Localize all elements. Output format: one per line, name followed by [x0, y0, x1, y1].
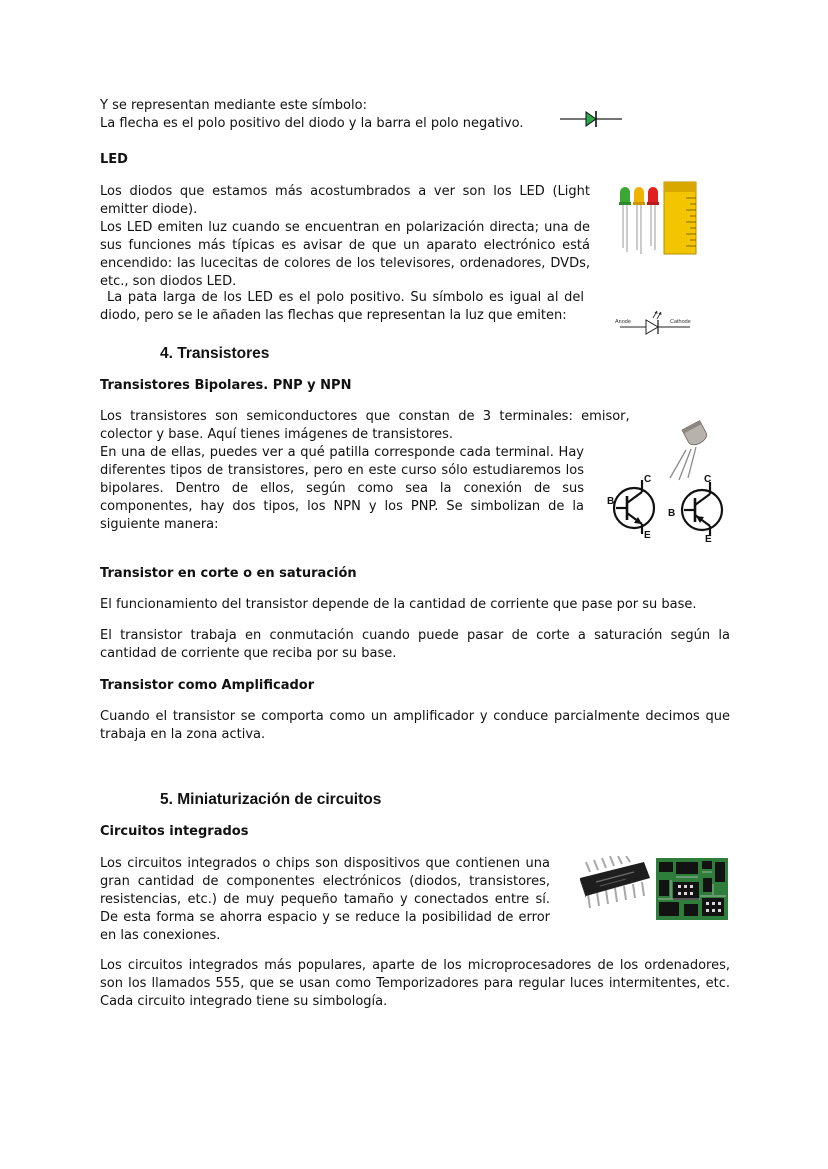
led-heading: LED: [100, 152, 128, 167]
transistor-figure-icon: [604, 420, 730, 546]
subheading-corte-saturacion: Transistor en corte o en saturación: [100, 566, 357, 581]
section-heading-transistores: 4. Transistores: [160, 345, 270, 362]
transistores-paragraph-1c: En una de ellas, puedes ver a qué patilla corresponde cada terminal. Hay diferentes tipos de transistores, pero en este curso sólo estudiaremos los bipolares. Dentro de ellos, según como sea la conexión de sus componentes, hay dos tipos, los NPN y los PNP. Se simbolizan de la siguiente manera:: [100, 445, 584, 532]
transistores-paragraph-4: Cuando el transistor se comporta como un amplificador y conduce parcialmente decimos que trabaja en la zona activa.: [100, 709, 730, 742]
npn-base-label: B: [607, 496, 615, 507]
led-photo-icon: [614, 180, 698, 258]
transistores-paragraph-1b: colector y base. Aquí tienes imágenes de transistores.: [100, 427, 454, 442]
led-symbol-anode-label: Anode: [615, 319, 631, 325]
pnp-emitter-label: E: [705, 534, 712, 545]
diode-symbol-icon: [560, 108, 624, 130]
section-heading-miniaturizacion: 5. Miniaturización de circuitos: [160, 791, 382, 808]
led-symbol-cathode-label: Cathode: [670, 319, 691, 325]
subheading-amplificador: Transistor como Amplificador: [100, 678, 315, 693]
subheading-bipolares: Transistores Bipolares. PNP y NPN: [100, 378, 352, 393]
miniaturizacion-paragraph-2: Los circuitos integrados más populares, aparte de los microprocesadores de los ordenadores, son los llamados 555, que se usan como Temporizadores para regular luces intermitentes, etc. Cada circuito integrado tiene su simbología.: [100, 958, 730, 1009]
pnp-collector-label: C: [704, 474, 712, 485]
transistores-paragraph-1a: Los transistores son semiconductores que constan de 3 terminales: emisor,: [100, 409, 630, 424]
npn-collector-label: C: [644, 474, 652, 485]
led-symbol-icon: [612, 308, 698, 338]
intro-line-1: Y se representan mediante este símbolo:: [100, 98, 367, 113]
npn-emitter-label: E: [644, 530, 651, 541]
led-paragraph-3: La pata larga de los LED es el polo positivo. Su símbolo es igual al del diodo, pero se le añaden las flechas que representan la luz que emiten:: [100, 290, 584, 323]
ic-chip-photo-icon: [576, 856, 652, 922]
led-paragraph-2: Los LED emiten luz cuando se encuentran en polarización directa; una de sus funciones más típicas es avisar de que un aparato electrónico está encendido: las lucecitas de colores de los televisores, ordenadores, DVDs, etc., son diodos LED.: [100, 220, 590, 289]
transistores-paragraph-2: El funcionamiento del transistor depende de la cantidad de corriente que pase por su base.: [100, 597, 697, 612]
intro-line-2: La flecha es el polo positivo del diodo y la barra el polo negativo.: [100, 116, 524, 131]
pnp-base-label: B: [668, 508, 676, 519]
led-paragraph-1: Los diodos que estamos más acostumbrados a ver son los LED (Light emitter diode).: [100, 184, 590, 217]
circuit-board-photo-icon: [656, 858, 728, 920]
transistores-paragraph-3: El transistor trabaja en conmutación cuando puede pasar de corte a saturación según la cantidad de corriente que reciba por su base.: [100, 628, 730, 661]
subheading-circuitos-integrados: Circuitos integrados: [100, 824, 249, 839]
miniaturizacion-paragraph-1: Los circuitos integrados o chips son dispositivos que contienen una gran cantidad de componentes electrónicos (diodos, transistores, resistencias, etc.) de muy pequeño tamaño y conectados entre sí. De esta forma se ahorra espacio y se reduce la posibilidad de error en las conexiones.: [100, 856, 550, 943]
